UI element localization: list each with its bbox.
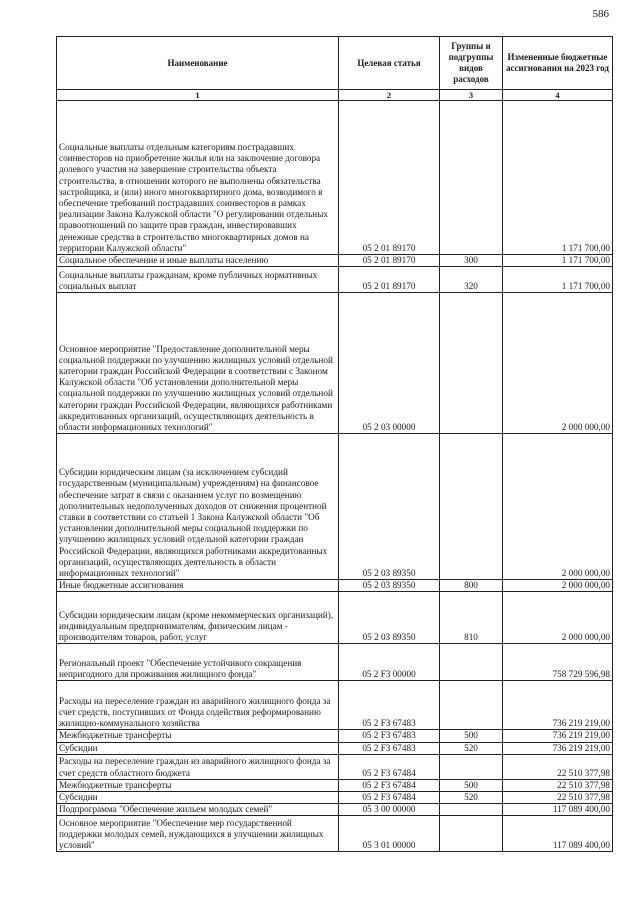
row-code: 05 2 F3 67483	[339, 742, 440, 754]
row-amount: 736 219 219,00	[503, 681, 613, 730]
table-row	[57, 580, 613, 592]
table-row	[57, 434, 613, 580]
row-code: 05 2 01 89170	[339, 267, 440, 293]
table-row	[57, 816, 613, 852]
column-number: 2	[339, 90, 440, 101]
table-row	[57, 293, 613, 434]
row-group: 520	[440, 742, 503, 754]
row-name: Основное мероприятие "Обеспечение мер государственной поддержки молодых семей, нуждающихся в улучшении жилищных условий"	[57, 816, 339, 852]
row-name: Субсидии	[57, 742, 339, 754]
row-code: 05 3 00 00000	[339, 804, 440, 816]
column-number: 4	[503, 90, 613, 101]
table-row	[57, 792, 613, 804]
row-amount: 736 219 219,00	[503, 742, 613, 754]
row-name: Подпрограмма "Обеспечение жильем молодых семей"	[57, 804, 339, 816]
row-name: Субсидии	[57, 792, 339, 804]
row-group: 500	[440, 730, 503, 742]
row-amount: 22 510 377,98	[503, 779, 613, 791]
row-name: Расходы на переселение граждан из аварийного жилищного фонда за счет средств областного бюджета	[57, 754, 339, 779]
row-amount: 1 171 700,00	[503, 267, 613, 293]
header-amount: Измененные бюджетные ассигнования на 2023 год	[503, 37, 613, 90]
row-amount: 1 171 700,00	[503, 255, 613, 267]
table-header-row	[57, 37, 613, 90]
table-row	[57, 742, 613, 754]
row-amount: 2 000 000,00	[503, 592, 613, 644]
row-group	[440, 804, 503, 816]
row-group: 500	[440, 779, 503, 791]
row-group	[440, 816, 503, 852]
row-amount: 117 089 400,00	[503, 804, 613, 816]
row-code: 05 2 03 89350	[339, 434, 440, 580]
row-name: Основное мероприятие "Предоставление дополнительной меры социальной поддержки по улучшению жилищных условий отдельной категории граждан Российской Федерации в соответствии с Законом Калужской области "Об установлении дополнительной меры социальной поддержки по улучшению жилищных условий отдельной категории граждан Российской Федерации, являющихся работниками аккредитованных организаций, осуществляющих деятельность в области информационных технологий"	[57, 293, 339, 434]
row-group	[440, 101, 503, 255]
row-amount: 2 000 000,00	[503, 580, 613, 592]
row-group	[440, 434, 503, 580]
table-row	[57, 779, 613, 791]
row-code: 05 2 03 89350	[339, 580, 440, 592]
header-groups: Группы и подгруппы видов расходов	[440, 37, 503, 90]
row-code: 05 2 03 00000	[339, 293, 440, 434]
row-group: 810	[440, 592, 503, 644]
table-row	[57, 592, 613, 644]
row-group	[440, 681, 503, 730]
table-row	[57, 101, 613, 255]
table-row	[57, 730, 613, 742]
row-code: 05 2 F3 67483	[339, 730, 440, 742]
row-group	[440, 644, 503, 681]
row-name: Расходы на переселение граждан из аварийного жилищного фонда за счет средств, поступивших от Фонда содействия реформированию жилищно-коммунального хозяйства	[57, 681, 339, 730]
row-name: Социальные выплаты гражданам, кроме публичных нормативных социальных выплат	[57, 267, 339, 293]
row-amount: 22 510 377,98	[503, 792, 613, 804]
row-name: Межбюджетные трансферты	[57, 779, 339, 791]
row-group: 320	[440, 267, 503, 293]
row-amount: 22 510 377,98	[503, 754, 613, 779]
table-row	[57, 804, 613, 816]
row-name: Субсидии юридическим лицам (за исключением субсидий государственным (муниципальным) учреждениям) на финансовое обеспечение затрат в связи с оказанием услуг по возмещению дополнительных недополученных доходов от снижения процентной ставки в соответствии со статьей 1 Закона Калужской области "Об установлении дополнительной меры социальной поддержки по улучшению жилищных условий отдельной категории граждан Российской Федерации, являющихся работниками аккредитованных организаций, осуществляющих деятельность в области информационных технологий"	[57, 434, 339, 580]
row-name: Межбюджетные трансферты	[57, 730, 339, 742]
row-amount: 758 729 596,98	[503, 644, 613, 681]
row-name: Социальное обеспечение и иные выплаты населению	[57, 255, 339, 267]
row-name: Социальные выплаты отдельным категориям пострадавших соинвесторов на приобретение жилья или на заключение договора долевого участия на завершение строительства объекта строительства, в отношении которого не выполнены обязательства застройщика, и (или) иного многоквартирного дома, возводимого в обеспечение требований пострадавших соинвесторов в рамках реализации Закона Калужской области "О регулировании отдельных правоотношений по защите прав граждан, инвестировавших денежные средства в строительство многоквартирных домов на территории Калужской области"	[57, 101, 339, 255]
table-row	[57, 754, 613, 779]
row-code: 05 2 F3 67484	[339, 779, 440, 791]
column-number: 3	[440, 90, 503, 101]
row-group: 300	[440, 255, 503, 267]
column-number: 1	[57, 90, 339, 101]
row-name: Иные бюджетные ассигнования	[57, 580, 339, 592]
row-group: 520	[440, 792, 503, 804]
column-number-row	[57, 90, 613, 101]
row-group	[440, 754, 503, 779]
row-amount: 2 000 000,00	[503, 434, 613, 580]
row-code: 05 2 F3 67483	[339, 681, 440, 730]
header-target: Целевая статья	[339, 37, 440, 90]
row-code: 05 3 01 00000	[339, 816, 440, 852]
header-name: Наименование	[57, 37, 339, 90]
row-group: 800	[440, 580, 503, 592]
row-amount: 117 089 400,00	[503, 816, 613, 852]
row-code: 05 2 F3 00000	[339, 644, 440, 681]
row-code: 05 2 F3 67484	[339, 792, 440, 804]
budget-table	[56, 36, 613, 852]
row-group	[440, 293, 503, 434]
table-row	[57, 255, 613, 267]
page-number: 586	[592, 8, 609, 20]
table-row	[57, 644, 613, 681]
table-row	[57, 681, 613, 730]
row-amount: 1 171 700,00	[503, 101, 613, 255]
row-name: Субсидии юридическим лицам (кроме некоммерческих организаций), индивидуальным предпринимателям, физическим лицам - производителям товаров, работ, услуг	[57, 592, 339, 644]
row-name: Региональный проект "Обеспечение устойчивого сокращения непригодного для проживания жилищного фонда"	[57, 644, 339, 681]
table-row	[57, 267, 613, 293]
row-code: 05 2 01 89170	[339, 101, 440, 255]
row-code: 05 2 F3 67484	[339, 754, 440, 779]
row-amount: 736 219 219,00	[503, 730, 613, 742]
row-amount: 2 000 000,00	[503, 293, 613, 434]
row-code: 05 2 01 89170	[339, 255, 440, 267]
row-code: 05 2 03 89350	[339, 592, 440, 644]
